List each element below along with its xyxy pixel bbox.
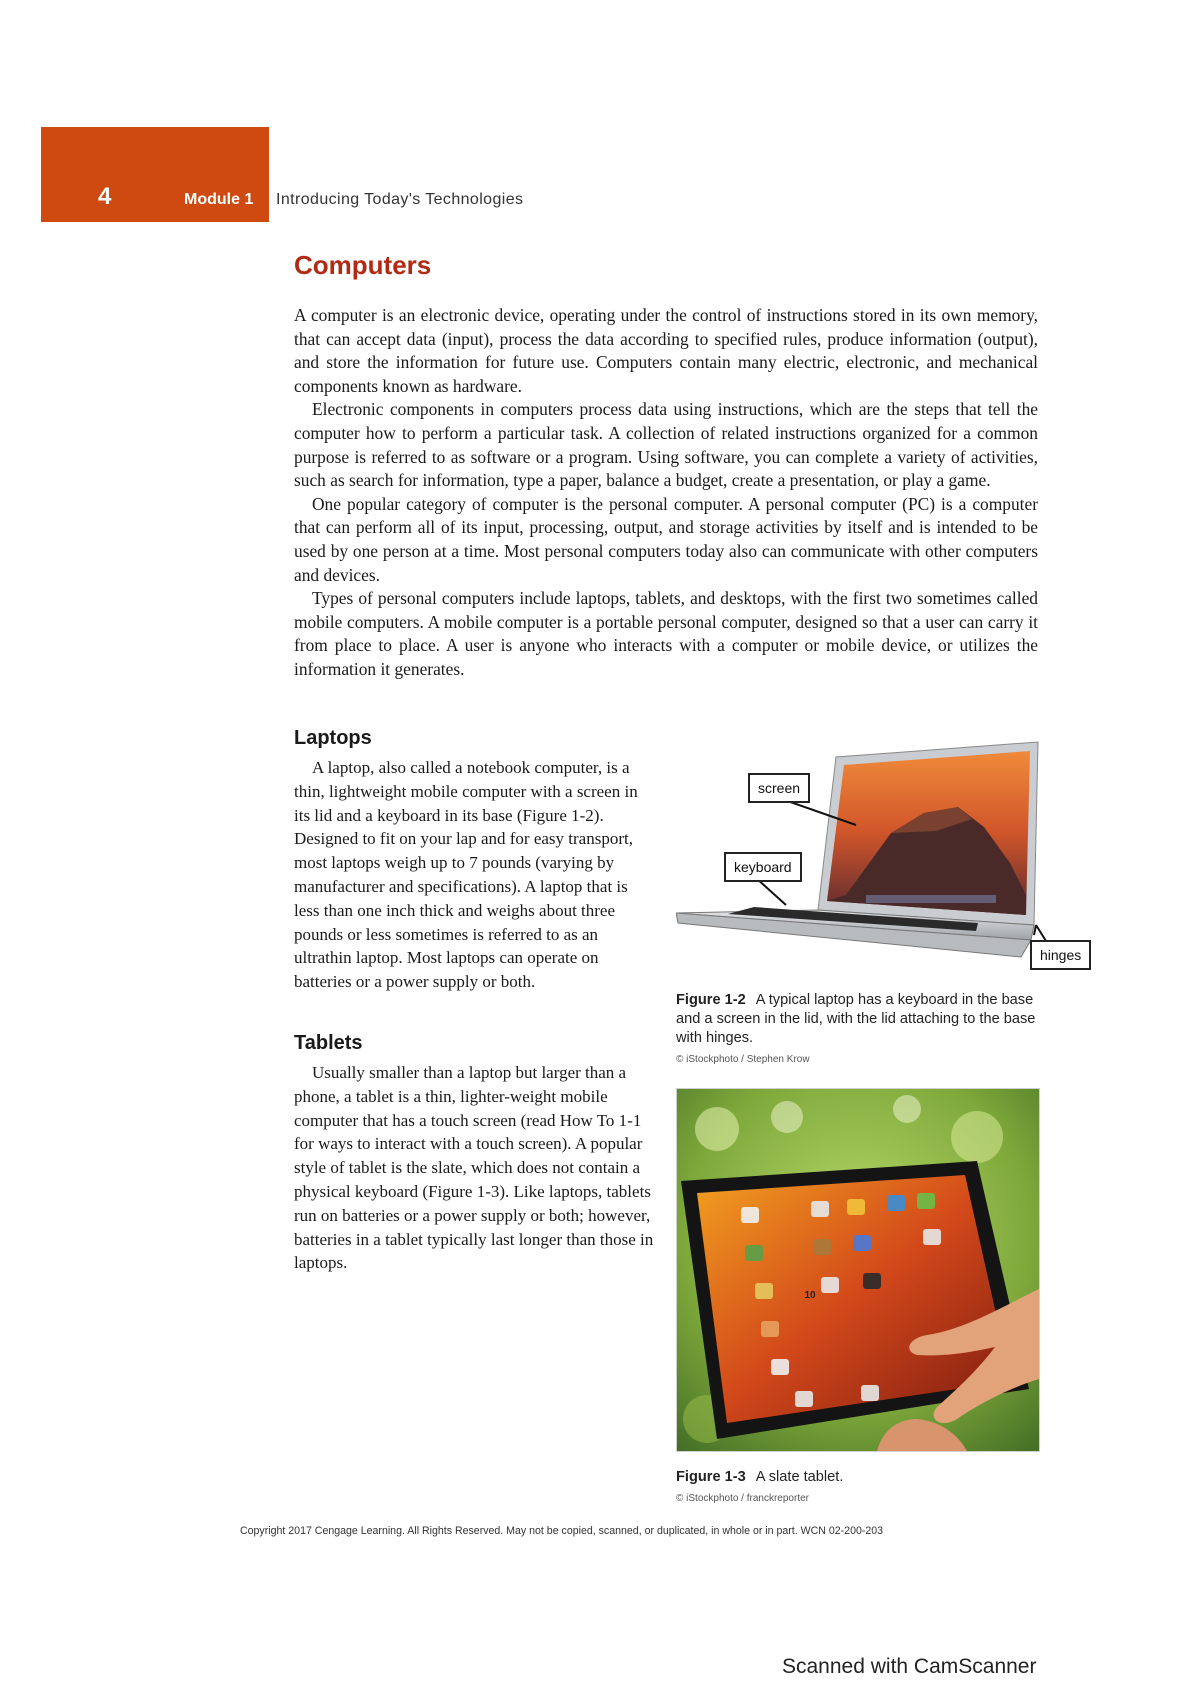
tablets-heading: Tablets: [294, 1032, 363, 1054]
figure-1-2-label: Figure 1-2: [676, 992, 746, 1008]
section-title: Computers: [294, 250, 432, 280]
page-number: 4: [98, 183, 112, 210]
tablets-paragraph: Usually smaller than a laptop but larger than a phone, a tablet is a thin, lighter-weight mobile computer that has a touch screen (read How To 1-1 for ways to interact with a touch screen). A popular style of tablet is the slate, which does not contain a physical keyboard (Figure 1-3). Like laptops, tablets run on batteries or a power supply or both; however, batteries in a tablet typically last longer than those in laptops.: [294, 1063, 654, 1273]
tablet-photo: [677, 1089, 1039, 1451]
laptops-text-block: [294, 756, 654, 994]
paragraph-4: Types of personal computers include laptops, tablets, and desktops, with the first two sometimes called mobile computers. A mobile computer is a portable personal computer, designed so that a user can carry it from place to place. A user is anyone who interacts with a computer or mobile device, or utilizes the information it generates.: [294, 588, 1038, 679]
app-icon-badge: 10: [804, 1290, 816, 1301]
copyright-footer: Copyright 2017 Cengage Learning. All Rights Reserved. May not be copied, scanned, or duplicated, in whole or in part. WCN 02-200-203: [240, 1525, 884, 1537]
figure-1-3-credit: © iStockphoto / franckreporter: [676, 1493, 809, 1504]
laptops-paragraph: A laptop, also called a notebook computer, is a thin, lightweight mobile computer with a screen in its lid and a keyboard in its base (Figure 1-2). Designed to fit on your lap and for easy transport, most laptops weigh up to 7 pounds (varying by manufacturer and specifications). A laptop that is less than one inch thick and weighs about three pounds or less sometimes is referred to as an ultrathin laptop. Most laptops can operate on batteries or a power supply or both.: [294, 758, 638, 992]
paragraph-3: One popular category of computer is the personal computer. A personal computer (PC) is a computer that can perform all of its input, processing, output, and storage activities by itself and is intended to be used by one person at a time. Most personal computers today also can communicate with other computers and devices.: [294, 493, 1038, 585]
callout-keyboard: keyboard: [724, 852, 802, 882]
callout-hinges: hinges: [1030, 940, 1091, 970]
figure-1-3: [676, 1088, 1040, 1452]
module-title: Introducing Today's Technologies: [276, 191, 524, 208]
module-label: Module 1: [184, 191, 254, 208]
figure-1-2-caption-block: [676, 991, 1048, 1069]
figure-1-2: [676, 735, 1096, 985]
figure-1-2-caption: A typical laptop has a keyboard in the base and a screen in the lid, with the lid attaching to the base with hinges.: [676, 992, 1036, 1046]
intro-text: [294, 304, 1038, 682]
figure-1-3-caption: A slate tablet.: [755, 1469, 844, 1485]
figure-1-3-caption-block: [676, 1468, 1048, 1508]
paragraph-1: A computer is an electronic device, operating under the control of instructions stored in its own memory, that can accept data (input), process the data according to specified rules, produce information (output), and store the information for future use. Computers contain many electric, electronic, and mechanical components known as hardware.: [294, 305, 1038, 396]
callout-screen: screen: [748, 773, 810, 803]
figure-1-2-credit: © iStockphoto / Stephen Krow: [676, 1054, 810, 1065]
tablets-text-block: [294, 1061, 654, 1275]
laptops-heading: Laptops: [294, 727, 372, 749]
paragraph-2: Electronic components in computers process data using instructions, which are the steps that tell the computer how to perform a particular task. A collection of related instructions organized for a common purpose is referred to as software or a program. Using software, you can complete a variety of activities, such as search for information, type a paper, balance a budget, create a presentation, or play a game.: [294, 399, 1038, 491]
scanner-watermark: Scanned with CamScanner: [782, 1655, 1037, 1678]
figure-1-3-label: Figure 1-3: [676, 1469, 746, 1485]
